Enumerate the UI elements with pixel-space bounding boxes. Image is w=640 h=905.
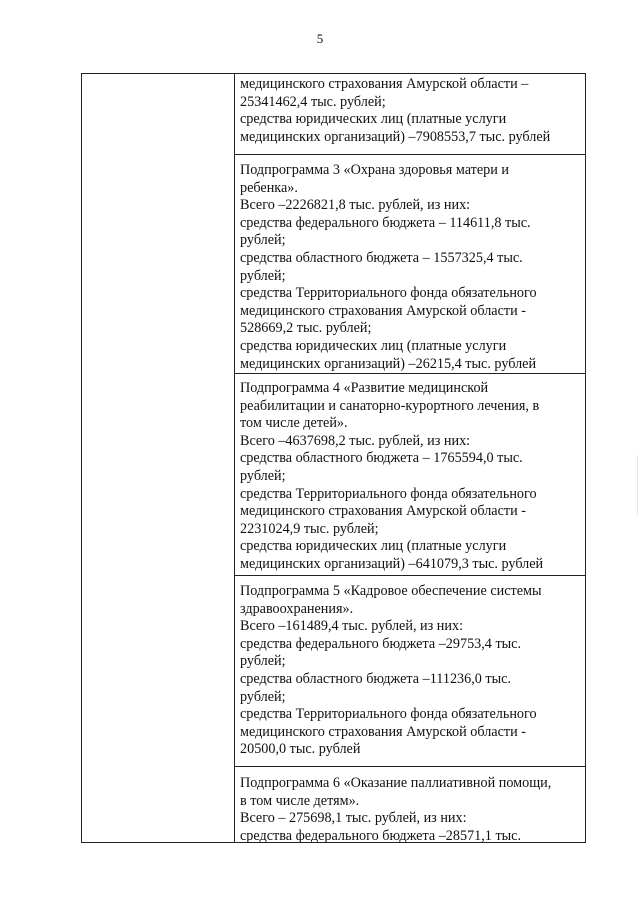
text-line: рублей; bbox=[240, 653, 286, 670]
table-cell-subprogram-5 bbox=[234, 576, 585, 767]
text-line: Подпрограмма 5 «Кадровое обеспечение системы bbox=[240, 583, 542, 599]
scan-edge-mark bbox=[637, 455, 638, 515]
text-line: Всего –4637698,2 тыс. рублей, из них: bbox=[240, 432, 471, 449]
text-line: средства юридических лиц (платные услуги bbox=[240, 337, 507, 354]
text-line: медицинского страхования Амурской области - bbox=[240, 302, 526, 319]
text-line: реабилитации и санаторно-курортного лечения, в bbox=[240, 397, 540, 414]
text-line: 2231024,9 тыс. рублей; bbox=[240, 520, 379, 537]
text-line: том числе детей». bbox=[240, 415, 348, 432]
text-line: средства Территориального фонда обязательного bbox=[240, 485, 537, 502]
text-line: рублей; bbox=[240, 688, 286, 705]
text-line: медицинского страхования Амурской области - bbox=[240, 503, 526, 520]
text-line: средства юридических лиц (платные услуги bbox=[240, 538, 507, 555]
text-line: средства федерального бюджета –29753,4 тыс. bbox=[240, 635, 522, 652]
text-line: 20500,0 тыс. рублей bbox=[240, 741, 361, 758]
text-line: Всего –161489,4 тыс. рублей, из них: bbox=[240, 618, 464, 635]
text-line: средства федерального бюджета – 114611,8 тыс. bbox=[240, 214, 531, 231]
text-line: средства Территориального фонда обязательного bbox=[240, 285, 537, 302]
text-line: рублей; bbox=[240, 267, 286, 284]
text-line: 25341462,4 тыс. рублей; bbox=[240, 93, 386, 110]
text-line: средства областного бюджета – 1765594,0 тыс. bbox=[240, 450, 523, 467]
text-line: 528669,2 тыс. рублей; bbox=[240, 320, 372, 337]
text-line: медицинского страхования Амурской области - bbox=[240, 723, 526, 740]
page-number: 5 bbox=[316, 31, 324, 46]
text-line: медицинских организаций) –641079,3 тыс. рублей bbox=[240, 555, 544, 572]
text-line: ребенка». bbox=[240, 179, 298, 196]
text-line: Подпрограмма 3 «Охрана здоровья матери и bbox=[240, 162, 509, 178]
table-cell-tfoms-continuation bbox=[234, 74, 585, 155]
text-line: Подпрограмма 6 «Оказание паллиативной помощи, bbox=[240, 775, 552, 791]
program-table bbox=[81, 73, 586, 843]
text-line: здравоохранения». bbox=[240, 600, 354, 617]
text-line: средства юридических лиц (платные услуги bbox=[240, 111, 507, 128]
table-cell-subprogram-4 bbox=[234, 374, 585, 576]
table-right-column bbox=[234, 74, 585, 842]
table-left-column bbox=[82, 74, 235, 842]
table-cell-subprogram-3 bbox=[234, 155, 585, 374]
text-line: Подпрограмма 4 «Развитие медицинской bbox=[240, 380, 489, 396]
text-line: медицинских организаций) –7908553,7 тыс. рублей bbox=[240, 128, 551, 145]
text-line: рублей; bbox=[240, 232, 286, 249]
text-line: медицинских организаций) –26215,4 тыс. рублей bbox=[240, 355, 537, 372]
text-line: Всего –2226821,8 тыс. рублей, из них: bbox=[240, 197, 471, 214]
text-line: средства Территориального фонда обязательного bbox=[240, 706, 537, 723]
text-line: средства областного бюджета – 1557325,4 тыс. bbox=[240, 249, 523, 266]
text-line: средства федерального бюджета –28571,1 тыс. bbox=[240, 827, 522, 843]
text-line: средства областного бюджета –111236,0 тыс. bbox=[240, 670, 512, 687]
table-cell-subprogram-6 bbox=[234, 767, 585, 843]
text-line: в том числе детям». bbox=[240, 792, 360, 809]
text-line: медицинского страхования Амурской области – bbox=[240, 76, 529, 92]
text-line: Всего – 275698,1 тыс. рублей, из них: bbox=[240, 810, 467, 827]
text-line: рублей; bbox=[240, 467, 286, 484]
